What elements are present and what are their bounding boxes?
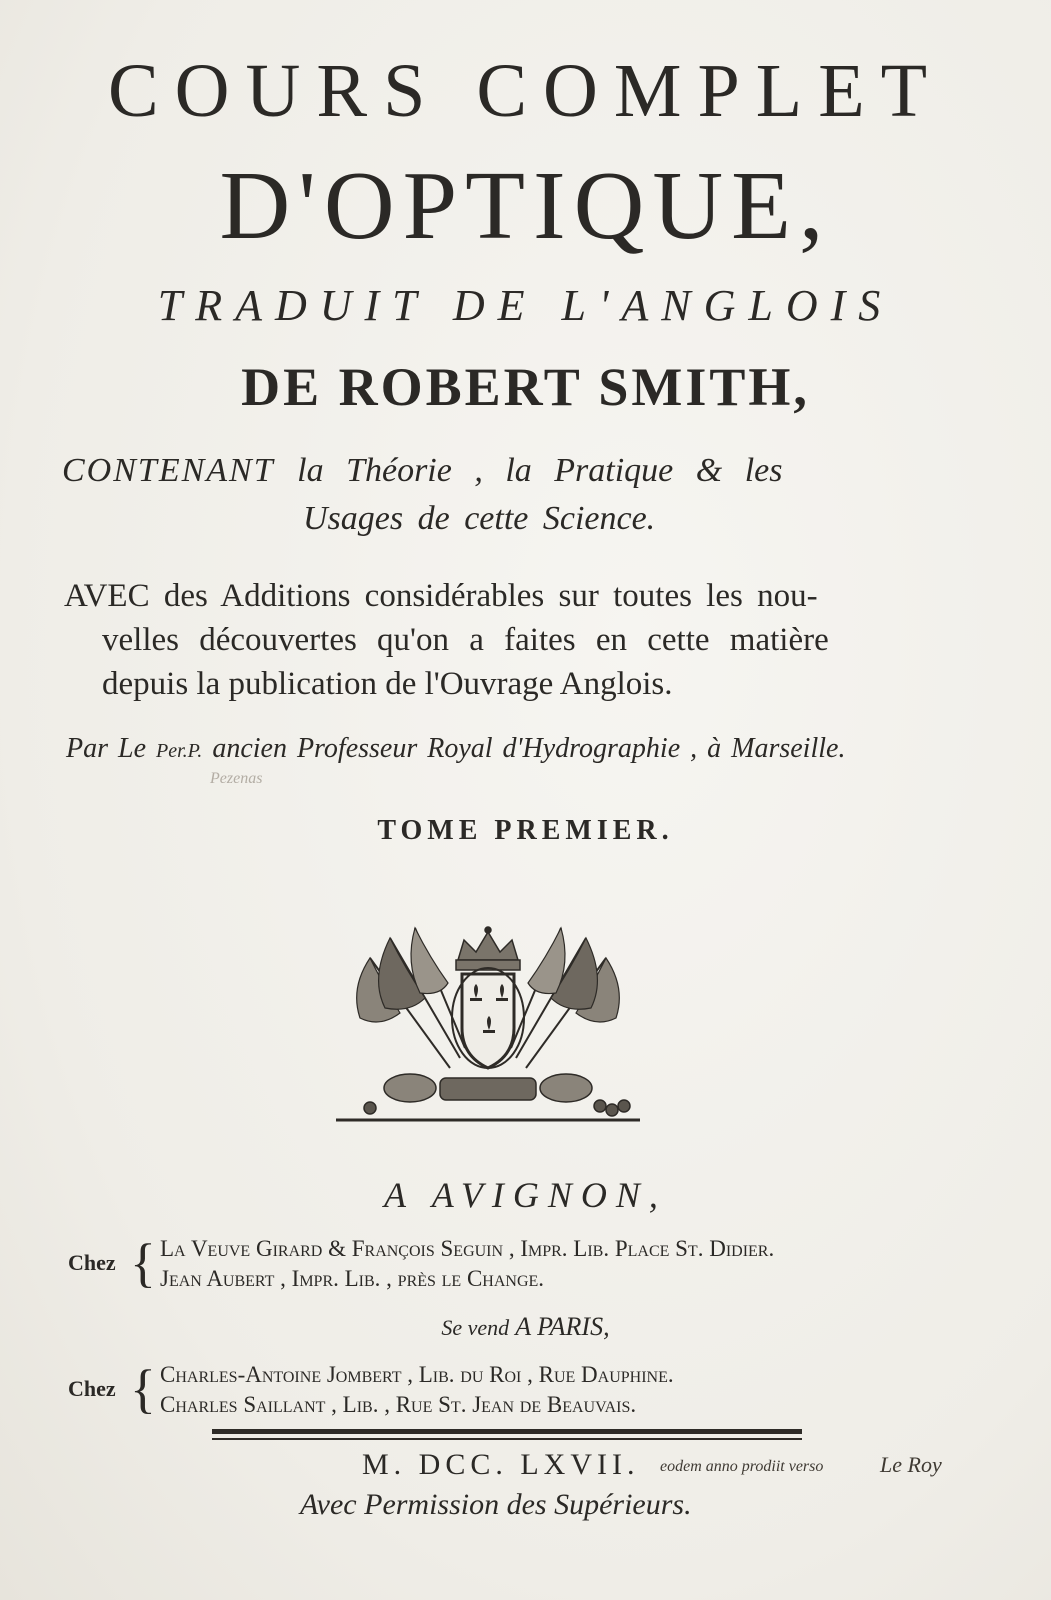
sold-at-paris xyxy=(0,1312,1051,1342)
sellers-avignon-brace: { xyxy=(130,1233,156,1293)
sellers-paris-brace: { xyxy=(130,1359,156,1419)
sellers-paris-line-2: Charles Saillant , Lib. , Rue St. Jean de Beauvais. xyxy=(160,1392,637,1417)
additions-line-1: AVEC des Additions considérables sur toutes les nou- xyxy=(64,578,818,614)
author-handnote: Pezenas xyxy=(210,770,263,787)
sellers-avignon-line-1: La Veuve Girard & François Seguin , Impr. Lib. Place St. Didier. xyxy=(160,1236,775,1261)
contents-lead: CONTENANT xyxy=(62,452,275,489)
sellers-avignon-label: Chez xyxy=(68,1250,116,1275)
title-line-traduit: TRADUIT DE L'ANGLOIS xyxy=(157,281,894,330)
place-avignon: A AVIGNON, xyxy=(384,1175,667,1215)
sold-at-prefix: Se vend xyxy=(441,1315,510,1340)
sellers-paris-line-1: Charles-Antoine Jombert , Lib. du Roi , Rue Dauphine. xyxy=(160,1362,674,1387)
contents-line-2: Usages de cette Science. xyxy=(303,500,656,537)
title-line-author: DE ROBERT SMITH, xyxy=(241,357,810,417)
imprint-signature: Le Roy xyxy=(880,1452,942,1477)
author-abbrev: Per.P. xyxy=(156,740,203,762)
author-attribution xyxy=(66,733,845,765)
author-prefix: Par Le xyxy=(66,733,146,764)
contents-line-1-rest: la Théorie , la Pratique & les xyxy=(297,452,783,489)
divider-rule-thick xyxy=(212,1429,802,1434)
imprint-date: M. DCC. LXVII. xyxy=(362,1448,640,1481)
imprint-handnote: eodem anno prodiit verso xyxy=(660,1458,824,1475)
royal-arms-trophy-icon xyxy=(330,918,646,1128)
sellers-avignon-line-2: Jean Aubert , Impr. Lib. , près le Change. xyxy=(160,1266,545,1291)
contents-line-1 xyxy=(62,452,782,490)
title-line-cours-complet: COURS COMPLET xyxy=(107,49,944,133)
sellers-paris-label: Chez xyxy=(68,1376,116,1401)
additions-line-3: depuis la publication de l'Ouvrage Anglois. xyxy=(102,666,673,702)
sold-at-place: A PARIS, xyxy=(515,1312,610,1341)
volume-label: TOME PREMIER. xyxy=(377,815,674,846)
additions-line-2: velles découvertes qu'on a faites en cette matière xyxy=(102,622,829,658)
imprint-permission: Avec Permission des Supérieurs. xyxy=(300,1488,692,1521)
divider-rule-thin xyxy=(212,1438,802,1440)
title-line-optique: D'OPTIQUE, xyxy=(219,152,832,260)
author-rest: ancien Professeur Royal d'Hydrographie , à Marseille. xyxy=(212,733,846,764)
